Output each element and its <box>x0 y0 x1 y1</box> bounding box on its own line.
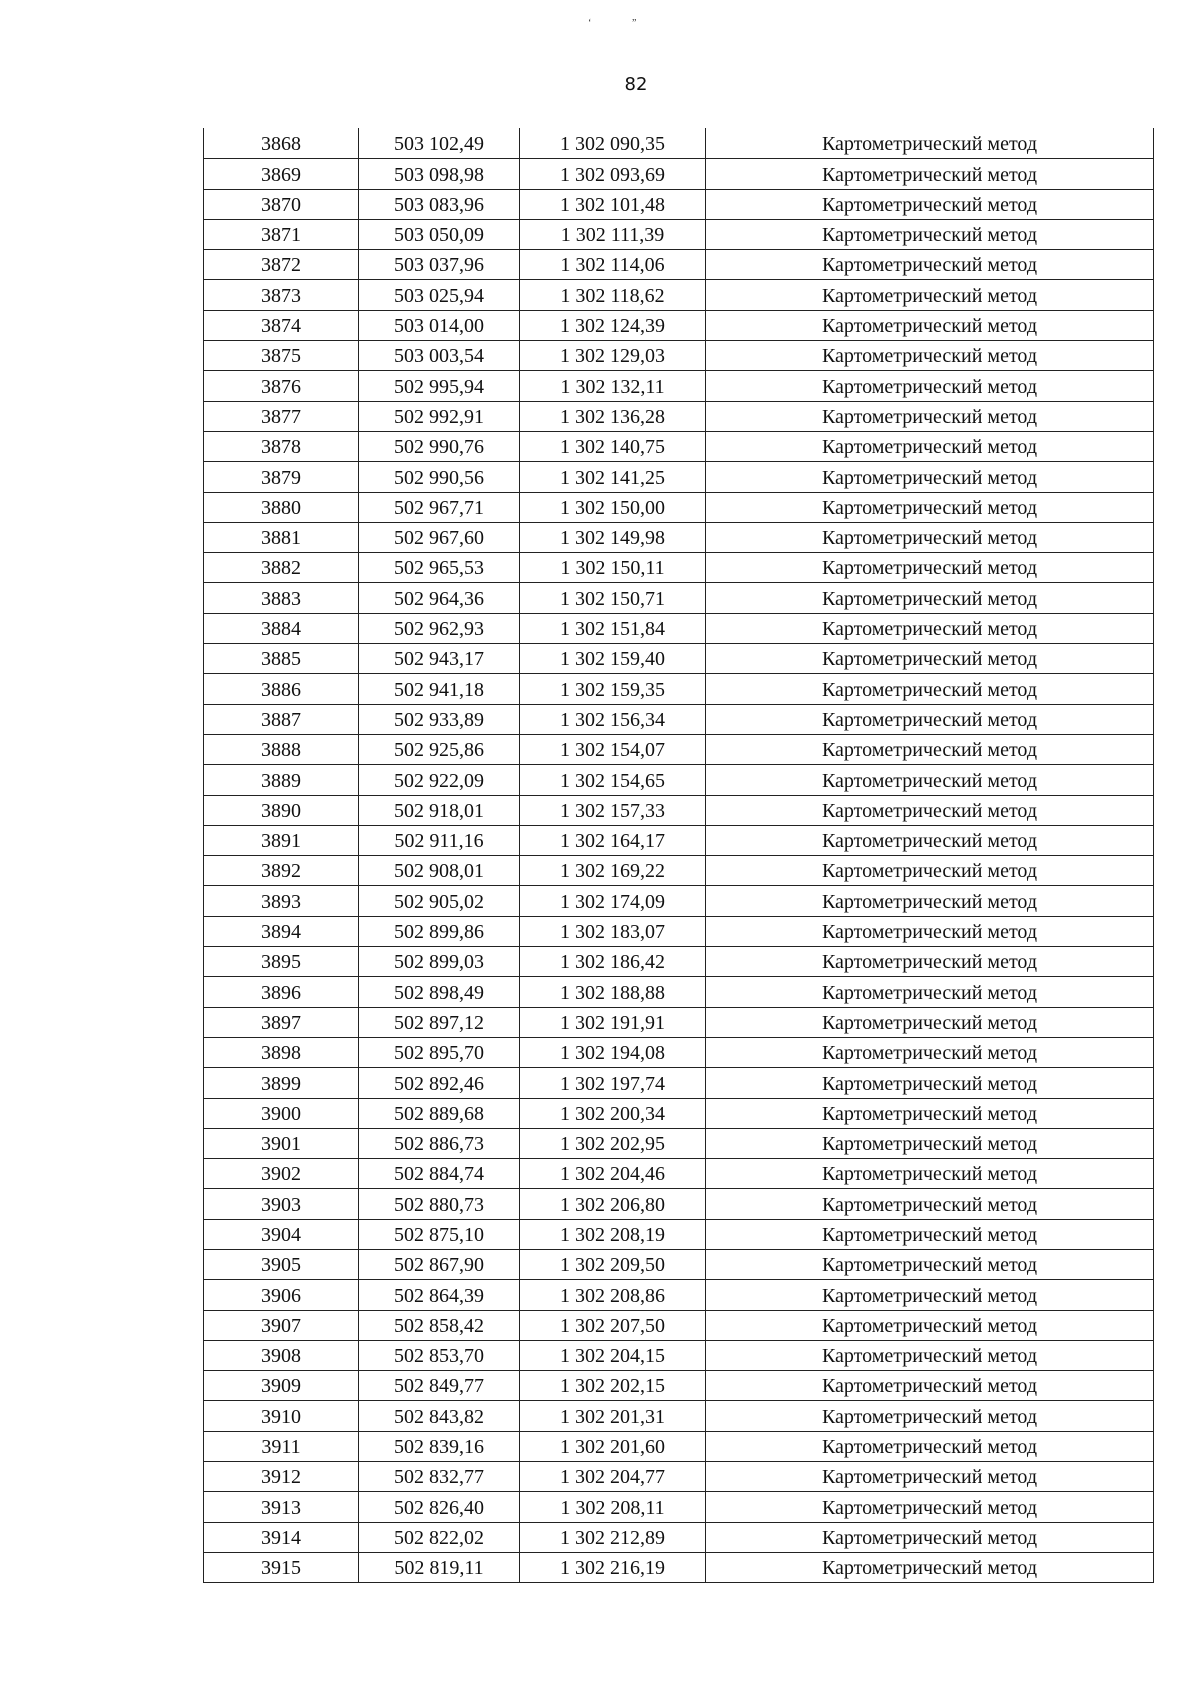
y-coordinate-cell: 1 302 124,39 <box>520 310 706 340</box>
table-row <box>204 553 1154 583</box>
x-coordinate-cell: 502 832,77 <box>359 1462 520 1492</box>
x-coordinate-cell: 502 925,86 <box>359 734 520 764</box>
x-coordinate-cell: 502 897,12 <box>359 1007 520 1037</box>
coordinates-table-body <box>204 129 1154 1583</box>
y-coordinate-cell: 1 302 164,17 <box>520 825 706 855</box>
point-number-cell: 3886 <box>204 674 359 704</box>
x-coordinate-cell: 502 822,02 <box>359 1522 520 1552</box>
table-row <box>204 765 1154 795</box>
point-number-cell: 3873 <box>204 280 359 310</box>
table-row <box>204 1552 1154 1582</box>
x-coordinate-cell: 502 886,73 <box>359 1128 520 1158</box>
point-number-cell: 3914 <box>204 1522 359 1552</box>
y-coordinate-cell: 1 302 174,09 <box>520 886 706 916</box>
method-cell: Картометрический метод <box>706 1340 1154 1370</box>
y-coordinate-cell: 1 302 101,48 <box>520 189 706 219</box>
scan-speck-mark: ‘ <box>588 18 592 29</box>
table-row <box>204 492 1154 522</box>
y-coordinate-cell: 1 302 150,11 <box>520 553 706 583</box>
x-coordinate-cell: 503 083,96 <box>359 189 520 219</box>
table-row <box>204 1522 1154 1552</box>
table-row <box>204 280 1154 310</box>
y-coordinate-cell: 1 302 156,34 <box>520 704 706 734</box>
y-coordinate-cell: 1 302 154,65 <box>520 765 706 795</box>
point-number-cell: 3883 <box>204 583 359 613</box>
table-row <box>204 462 1154 492</box>
y-coordinate-cell: 1 302 111,39 <box>520 219 706 249</box>
point-number-cell: 3882 <box>204 553 359 583</box>
point-number-cell: 3878 <box>204 431 359 461</box>
x-coordinate-cell: 502 964,36 <box>359 583 520 613</box>
y-coordinate-cell: 1 302 183,07 <box>520 916 706 946</box>
x-coordinate-cell: 502 990,56 <box>359 462 520 492</box>
table-row <box>204 1340 1154 1370</box>
method-cell: Картометрический метод <box>706 1249 1154 1279</box>
x-coordinate-cell: 502 849,77 <box>359 1371 520 1401</box>
point-number-cell: 3891 <box>204 825 359 855</box>
point-number-cell: 3880 <box>204 492 359 522</box>
y-coordinate-cell: 1 302 202,15 <box>520 1371 706 1401</box>
scan-speck-mark: ” <box>632 18 637 29</box>
table-row <box>204 1219 1154 1249</box>
table-row <box>204 1249 1154 1279</box>
table-row <box>204 825 1154 855</box>
x-coordinate-cell: 502 990,76 <box>359 431 520 461</box>
x-coordinate-cell: 502 995,94 <box>359 371 520 401</box>
table-row <box>204 219 1154 249</box>
point-number-cell: 3913 <box>204 1492 359 1522</box>
x-coordinate-cell: 502 895,70 <box>359 1037 520 1067</box>
table-row <box>204 1401 1154 1431</box>
x-coordinate-cell: 502 967,60 <box>359 522 520 552</box>
x-coordinate-cell: 502 858,42 <box>359 1310 520 1340</box>
y-coordinate-cell: 1 302 140,75 <box>520 431 706 461</box>
method-cell: Картометрический метод <box>706 734 1154 764</box>
table-row <box>204 886 1154 916</box>
x-coordinate-cell: 502 943,17 <box>359 644 520 674</box>
point-number-cell: 3872 <box>204 250 359 280</box>
point-number-cell: 3907 <box>204 1310 359 1340</box>
x-coordinate-cell: 503 014,00 <box>359 310 520 340</box>
point-number-cell: 3901 <box>204 1128 359 1158</box>
table-row <box>204 1462 1154 1492</box>
y-coordinate-cell: 1 302 208,86 <box>520 1280 706 1310</box>
method-cell: Картометрический метод <box>706 522 1154 552</box>
y-coordinate-cell: 1 302 188,88 <box>520 977 706 1007</box>
x-coordinate-cell: 502 899,03 <box>359 947 520 977</box>
x-coordinate-cell: 502 965,53 <box>359 553 520 583</box>
point-number-cell: 3877 <box>204 401 359 431</box>
x-coordinate-cell: 502 918,01 <box>359 795 520 825</box>
point-number-cell: 3892 <box>204 856 359 886</box>
y-coordinate-cell: 1 302 132,11 <box>520 371 706 401</box>
method-cell: Картометрический метод <box>706 189 1154 219</box>
method-cell: Картометрический метод <box>706 492 1154 522</box>
method-cell: Картометрический метод <box>706 916 1154 946</box>
table-row <box>204 583 1154 613</box>
table-row <box>204 129 1154 159</box>
y-coordinate-cell: 1 302 090,35 <box>520 129 706 159</box>
y-coordinate-cell: 1 302 204,46 <box>520 1159 706 1189</box>
method-cell: Картометрический метод <box>706 825 1154 855</box>
table-row <box>204 704 1154 734</box>
table-row <box>204 1007 1154 1037</box>
method-cell: Картометрический метод <box>706 674 1154 704</box>
x-coordinate-cell: 502 905,02 <box>359 886 520 916</box>
x-coordinate-cell: 502 911,16 <box>359 825 520 855</box>
method-cell: Картометрический метод <box>706 1401 1154 1431</box>
table-row <box>204 310 1154 340</box>
x-coordinate-cell: 502 967,71 <box>359 492 520 522</box>
table-row <box>204 1371 1154 1401</box>
y-coordinate-cell: 1 302 207,50 <box>520 1310 706 1340</box>
method-cell: Картометрический метод <box>706 704 1154 734</box>
x-coordinate-cell: 502 839,16 <box>359 1431 520 1461</box>
method-cell: Картометрический метод <box>706 462 1154 492</box>
method-cell: Картометрический метод <box>706 947 1154 977</box>
method-cell: Картометрический метод <box>706 1128 1154 1158</box>
method-cell: Картометрический метод <box>706 310 1154 340</box>
method-cell: Картометрический метод <box>706 250 1154 280</box>
y-coordinate-cell: 1 302 114,06 <box>520 250 706 280</box>
x-coordinate-cell: 503 037,96 <box>359 250 520 280</box>
table-row <box>204 159 1154 189</box>
y-coordinate-cell: 1 302 149,98 <box>520 522 706 552</box>
x-coordinate-cell: 502 889,68 <box>359 1098 520 1128</box>
method-cell: Картометрический метод <box>706 1007 1154 1037</box>
y-coordinate-cell: 1 302 159,35 <box>520 674 706 704</box>
point-number-cell: 3885 <box>204 644 359 674</box>
method-cell: Картометрический метод <box>706 371 1154 401</box>
x-coordinate-cell: 503 098,98 <box>359 159 520 189</box>
table-row <box>204 1431 1154 1461</box>
y-coordinate-cell: 1 302 150,71 <box>520 583 706 613</box>
x-coordinate-cell: 502 819,11 <box>359 1552 520 1582</box>
table-row <box>204 1189 1154 1219</box>
table-row <box>204 1280 1154 1310</box>
x-coordinate-cell: 502 908,01 <box>359 856 520 886</box>
method-cell: Картометрический метод <box>706 795 1154 825</box>
table-row <box>204 1037 1154 1067</box>
y-coordinate-cell: 1 302 200,34 <box>520 1098 706 1128</box>
method-cell: Картометрический метод <box>706 1371 1154 1401</box>
table-row <box>204 189 1154 219</box>
x-coordinate-cell: 502 853,70 <box>359 1340 520 1370</box>
y-coordinate-cell: 1 302 208,19 <box>520 1219 706 1249</box>
y-coordinate-cell: 1 302 209,50 <box>520 1249 706 1279</box>
method-cell: Картометрический метод <box>706 1280 1154 1310</box>
point-number-cell: 3887 <box>204 704 359 734</box>
table-row <box>204 734 1154 764</box>
x-coordinate-cell: 502 864,39 <box>359 1280 520 1310</box>
y-coordinate-cell: 1 302 201,31 <box>520 1401 706 1431</box>
method-cell: Картометрический метод <box>706 1037 1154 1067</box>
point-number-cell: 3879 <box>204 462 359 492</box>
x-coordinate-cell: 502 826,40 <box>359 1492 520 1522</box>
table-row <box>204 1128 1154 1158</box>
table-row <box>204 856 1154 886</box>
table-row <box>204 431 1154 461</box>
method-cell: Картометрический метод <box>706 280 1154 310</box>
point-number-cell: 3889 <box>204 765 359 795</box>
x-coordinate-cell: 502 962,93 <box>359 613 520 643</box>
point-number-cell: 3899 <box>204 1068 359 1098</box>
method-cell: Картометрический метод <box>706 856 1154 886</box>
method-cell: Картометрический метод <box>706 1189 1154 1219</box>
coordinates-table <box>203 128 1154 1583</box>
y-coordinate-cell: 1 302 191,91 <box>520 1007 706 1037</box>
method-cell: Картометрический метод <box>706 1310 1154 1340</box>
table-row <box>204 341 1154 371</box>
y-coordinate-cell: 1 302 201,60 <box>520 1431 706 1461</box>
point-number-cell: 3915 <box>204 1552 359 1582</box>
point-number-cell: 3909 <box>204 1371 359 1401</box>
method-cell: Картометрический метод <box>706 159 1154 189</box>
point-number-cell: 3868 <box>204 129 359 159</box>
x-coordinate-cell: 502 875,10 <box>359 1219 520 1249</box>
method-cell: Картометрический метод <box>706 219 1154 249</box>
table-row <box>204 1492 1154 1522</box>
x-coordinate-cell: 502 899,86 <box>359 916 520 946</box>
table-row <box>204 644 1154 674</box>
method-cell: Картометрический метод <box>706 977 1154 1007</box>
y-coordinate-cell: 1 302 197,74 <box>520 1068 706 1098</box>
point-number-cell: 3900 <box>204 1098 359 1128</box>
method-cell: Картометрический метод <box>706 1522 1154 1552</box>
x-coordinate-cell: 502 922,09 <box>359 765 520 795</box>
method-cell: Картометрический метод <box>706 1552 1154 1582</box>
y-coordinate-cell: 1 302 141,25 <box>520 462 706 492</box>
method-cell: Картометрический метод <box>706 1219 1154 1249</box>
y-coordinate-cell: 1 302 194,08 <box>520 1037 706 1067</box>
y-coordinate-cell: 1 302 208,11 <box>520 1492 706 1522</box>
y-coordinate-cell: 1 302 204,15 <box>520 1340 706 1370</box>
table-row <box>204 916 1154 946</box>
x-coordinate-cell: 502 880,73 <box>359 1189 520 1219</box>
point-number-cell: 3897 <box>204 1007 359 1037</box>
method-cell: Картометрический метод <box>706 129 1154 159</box>
point-number-cell: 3871 <box>204 219 359 249</box>
method-cell: Картометрический метод <box>706 1431 1154 1461</box>
table-row <box>204 674 1154 704</box>
y-coordinate-cell: 1 302 136,28 <box>520 401 706 431</box>
method-cell: Картометрический метод <box>706 341 1154 371</box>
table-row <box>204 947 1154 977</box>
point-number-cell: 3875 <box>204 341 359 371</box>
x-coordinate-cell: 502 898,49 <box>359 977 520 1007</box>
method-cell: Картометрический метод <box>706 583 1154 613</box>
method-cell: Картометрический метод <box>706 1068 1154 1098</box>
y-coordinate-cell: 1 302 204,77 <box>520 1462 706 1492</box>
method-cell: Картометрический метод <box>706 1492 1154 1522</box>
y-coordinate-cell: 1 302 212,89 <box>520 1522 706 1552</box>
x-coordinate-cell: 503 102,49 <box>359 129 520 159</box>
point-number-cell: 3906 <box>204 1280 359 1310</box>
y-coordinate-cell: 1 302 157,33 <box>520 795 706 825</box>
method-cell: Картометрический метод <box>706 553 1154 583</box>
point-number-cell: 3874 <box>204 310 359 340</box>
page-number: 82 <box>624 74 648 95</box>
method-cell: Картометрический метод <box>706 1462 1154 1492</box>
point-number-cell: 3890 <box>204 795 359 825</box>
table-row <box>204 250 1154 280</box>
point-number-cell: 3898 <box>204 1037 359 1067</box>
x-coordinate-cell: 502 992,91 <box>359 401 520 431</box>
method-cell: Картометрический метод <box>706 431 1154 461</box>
y-coordinate-cell: 1 302 150,00 <box>520 492 706 522</box>
x-coordinate-cell: 502 843,82 <box>359 1401 520 1431</box>
point-number-cell: 3904 <box>204 1219 359 1249</box>
x-coordinate-cell: 502 867,90 <box>359 1249 520 1279</box>
x-coordinate-cell: 503 003,54 <box>359 341 520 371</box>
x-coordinate-cell: 502 884,74 <box>359 1159 520 1189</box>
x-coordinate-cell: 503 050,09 <box>359 219 520 249</box>
point-number-cell: 3908 <box>204 1340 359 1370</box>
y-coordinate-cell: 1 302 159,40 <box>520 644 706 674</box>
y-coordinate-cell: 1 302 216,19 <box>520 1552 706 1582</box>
y-coordinate-cell: 1 302 151,84 <box>520 613 706 643</box>
method-cell: Картометрический метод <box>706 401 1154 431</box>
point-number-cell: 3884 <box>204 613 359 643</box>
point-number-cell: 3912 <box>204 1462 359 1492</box>
table-row <box>204 1159 1154 1189</box>
y-coordinate-cell: 1 302 129,03 <box>520 341 706 371</box>
point-number-cell: 3881 <box>204 522 359 552</box>
table-row <box>204 1068 1154 1098</box>
point-number-cell: 3910 <box>204 1401 359 1431</box>
table-row <box>204 522 1154 552</box>
point-number-cell: 3911 <box>204 1431 359 1461</box>
method-cell: Картометрический метод <box>706 1159 1154 1189</box>
table-row <box>204 977 1154 1007</box>
point-number-cell: 3894 <box>204 916 359 946</box>
table-row <box>204 795 1154 825</box>
method-cell: Картометрический метод <box>706 765 1154 795</box>
y-coordinate-cell: 1 302 186,42 <box>520 947 706 977</box>
x-coordinate-cell: 503 025,94 <box>359 280 520 310</box>
table-row <box>204 1310 1154 1340</box>
table-row <box>204 371 1154 401</box>
y-coordinate-cell: 1 302 154,07 <box>520 734 706 764</box>
x-coordinate-cell: 502 933,89 <box>359 704 520 734</box>
x-coordinate-cell: 502 941,18 <box>359 674 520 704</box>
point-number-cell: 3903 <box>204 1189 359 1219</box>
point-number-cell: 3893 <box>204 886 359 916</box>
point-number-cell: 3895 <box>204 947 359 977</box>
point-number-cell: 3896 <box>204 977 359 1007</box>
point-number-cell: 3870 <box>204 189 359 219</box>
point-number-cell: 3905 <box>204 1249 359 1279</box>
point-number-cell: 3902 <box>204 1159 359 1189</box>
y-coordinate-cell: 1 302 118,62 <box>520 280 706 310</box>
point-number-cell: 3876 <box>204 371 359 401</box>
method-cell: Картометрический метод <box>706 613 1154 643</box>
method-cell: Картометрический метод <box>706 1098 1154 1128</box>
y-coordinate-cell: 1 302 093,69 <box>520 159 706 189</box>
point-number-cell: 3869 <box>204 159 359 189</box>
table-row <box>204 1098 1154 1128</box>
y-coordinate-cell: 1 302 169,22 <box>520 856 706 886</box>
x-coordinate-cell: 502 892,46 <box>359 1068 520 1098</box>
table-row <box>204 613 1154 643</box>
y-coordinate-cell: 1 302 202,95 <box>520 1128 706 1158</box>
y-coordinate-cell: 1 302 206,80 <box>520 1189 706 1219</box>
point-number-cell: 3888 <box>204 734 359 764</box>
method-cell: Картометрический метод <box>706 644 1154 674</box>
method-cell: Картометрический метод <box>706 886 1154 916</box>
table-row <box>204 401 1154 431</box>
